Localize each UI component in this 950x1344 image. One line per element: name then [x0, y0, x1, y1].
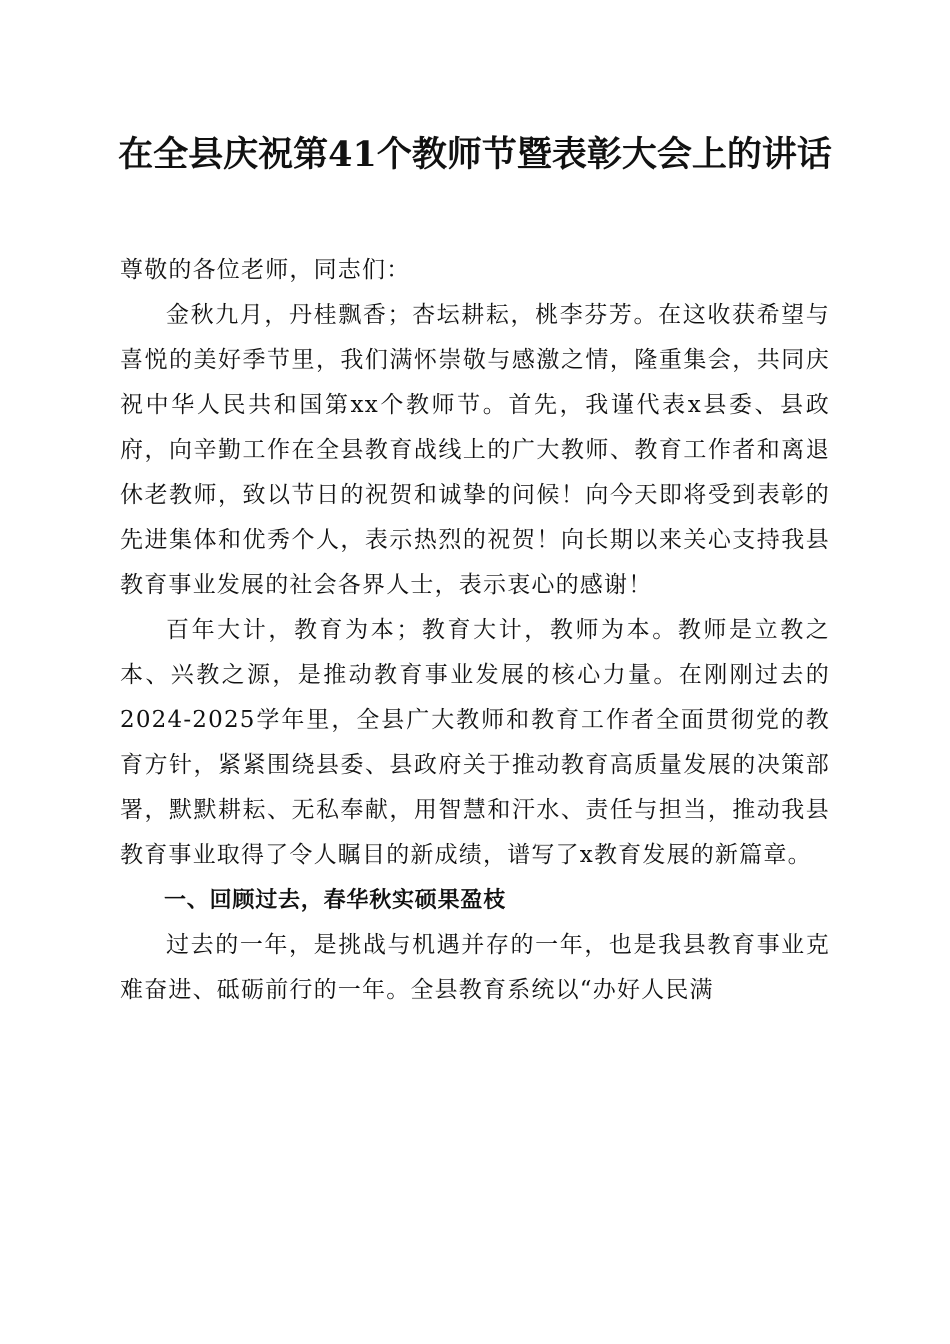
paragraph-1: 金秋九月，丹桂飘香；杏坛耕耘，桃李芬芳。在这收获希望与喜悦的美好季节里，我们满怀崇敬与感激之情，隆重集会，共同庆祝中华人民共和国第xx个教师节。首先，我谨代表x县委、县政府，向辛勤工作在全县教育战线上的广大教师、教育工作者和离退休老教师，致以节日的祝贺和诚挚的问候！向今天即将受到表彰的先进集体和优秀个人，表示热烈的祝贺！向长期以来关心支持我县教育事业发展的社会各界人士，表示衷心的感谢！ [120, 302, 830, 598]
document-title: 在全县庆祝第41个教师节暨表彰大会上的讲话 [118, 134, 832, 175]
section-paragraph: 过去的一年，是挑战与机遇并存的一年，也是我县教育事业克难奋进、砥砺前行的一年。全县教育系统以“办好人民满 [120, 932, 830, 1003]
section-heading: 一、回顾过去，春华秋实硕果盈枝 [164, 888, 507, 913]
salutation: 尊敬的各位老师，同志们： [120, 257, 411, 283]
document-body [120, 248, 830, 1013]
paragraph-2: 百年大计，教育为本；教育大计，教师为本。教师是立教之本、兴教之源，是推动教育事业发展的核心力量。在刚刚过去的2024-2025学年里，全县广大教师和教育工作者全面贯彻党的教育方针，紧紧围绕县委、县政府关于推动教育高质量发展的决策部署，默默耕耘、无私奉献，用智慧和汗水、责任与担当，推动我县教育事业取得了令人瞩目的新成绩，谱写了x教育发展的新篇章。 [120, 617, 830, 868]
